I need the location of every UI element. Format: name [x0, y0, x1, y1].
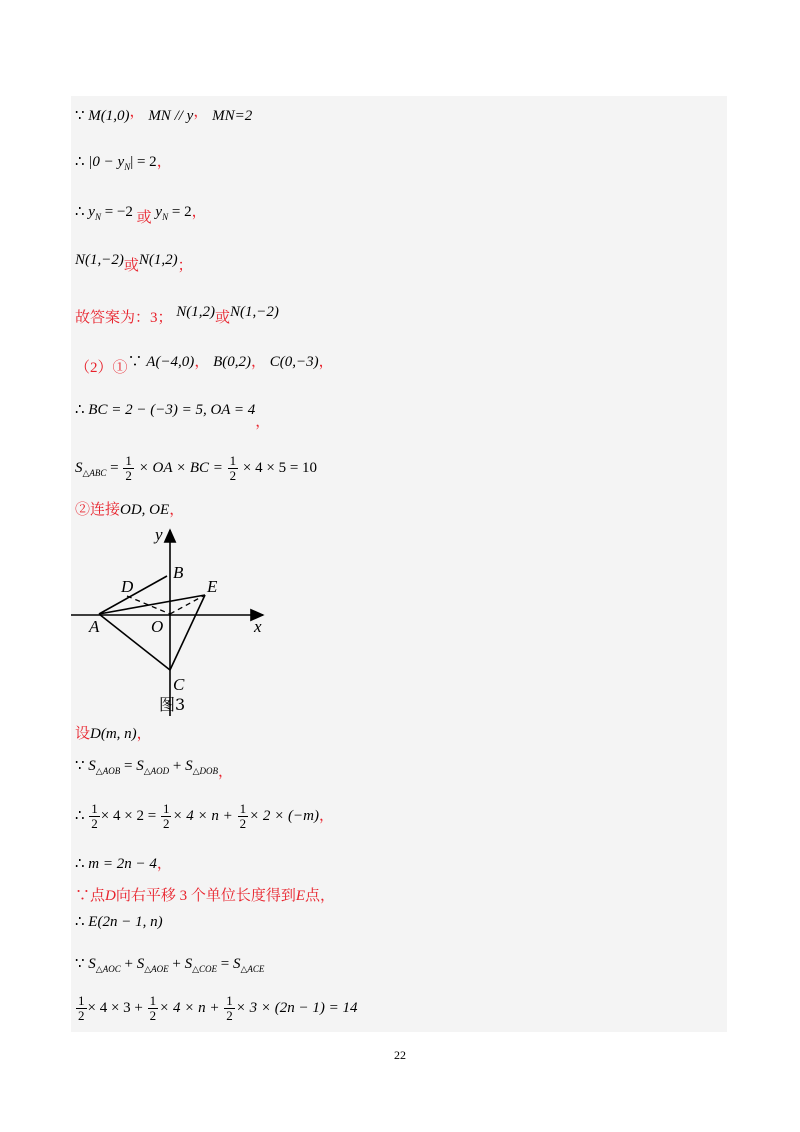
subscript: N — [94, 212, 101, 222]
line-6 — [75, 350, 334, 376]
page-number: 22 — [394, 1048, 406, 1062]
line-5 — [75, 300, 279, 326]
subscript: △ABC — [82, 467, 107, 478]
because-symbol: ∵ — [75, 108, 85, 124]
connect-label: ②连接 — [75, 502, 121, 518]
numerator: 1 — [91, 801, 98, 816]
fraction-half — [238, 802, 249, 831]
or-word: 或 — [123, 258, 139, 274]
comma: ， — [136, 726, 152, 742]
denominator: 2 — [162, 816, 170, 831]
point-a-label: A — [89, 617, 100, 636]
point-d: D(m, n) — [90, 726, 137, 742]
subscript: △AOC — [95, 964, 121, 974]
subscript: N — [162, 212, 169, 222]
coordinate-figure — [71, 528, 281, 718]
numerator: 1 — [149, 993, 157, 1008]
comma: ， — [250, 354, 266, 370]
term: × 3 × (2n − 1) = 14 — [235, 999, 358, 1016]
line-15 — [75, 912, 163, 931]
solution-panel — [71, 96, 727, 1032]
fraction-half — [76, 994, 87, 1023]
numerator: 1 — [239, 801, 247, 816]
area-symbol: S — [88, 956, 96, 972]
comma: ， — [319, 807, 335, 824]
line-4 — [75, 248, 193, 274]
denominator: 2 — [149, 1008, 157, 1023]
point-n2: N(1,−2) — [230, 304, 279, 320]
line-7 — [75, 398, 271, 430]
comma: ， — [194, 354, 210, 370]
mn-length: MN=2 — [212, 108, 253, 124]
line-3 — [75, 200, 207, 226]
subscript: △AOD — [143, 766, 170, 776]
value: = −2 — [100, 204, 133, 220]
point-d-label: D — [121, 577, 134, 596]
subscript: △COE — [192, 964, 217, 974]
line-1 — [75, 104, 252, 125]
plus: + — [168, 956, 185, 972]
point-d: D — [105, 888, 116, 904]
fraction-half — [89, 802, 100, 831]
therefore-symbol: ∴ — [75, 204, 85, 220]
because-symbol: ∵ — [127, 354, 143, 370]
bc-oa-expression: BC = 2 − (−3) = 5, OA = 4 — [88, 402, 256, 418]
line-9 — [75, 498, 184, 519]
fraction-half — [148, 994, 159, 1023]
comma: ， — [191, 204, 207, 220]
text-segment: 向右平移 3 个单位长度得到 — [115, 888, 296, 904]
term: × 4 × n + — [159, 999, 224, 1016]
line-14 — [75, 884, 335, 905]
numerator: 1 — [229, 453, 237, 468]
or-word: 或 — [136, 210, 152, 226]
point-e-label: E — [207, 577, 218, 596]
comma: ， — [193, 104, 209, 120]
subscript: △AOB — [95, 766, 121, 776]
line-12 — [75, 802, 334, 831]
therefore-symbol: ∴ — [75, 402, 85, 418]
subscript: △ACE — [240, 964, 265, 974]
point-n1: N(1,2) — [176, 304, 216, 320]
point-e-expression: E(2n − 1, n) — [88, 914, 163, 930]
y-n: y — [155, 204, 163, 220]
comma: ， — [218, 764, 234, 780]
y-n: y — [88, 204, 95, 220]
text-segment: 点， — [305, 888, 336, 904]
point-n2: N(1,2) — [138, 252, 178, 268]
area-symbol: S — [184, 956, 193, 972]
figure-caption: 图3 — [159, 695, 186, 714]
subscript: △DOB — [192, 766, 218, 776]
numerator: 1 — [226, 993, 233, 1008]
expression-mid: × OA × BC = — [138, 459, 227, 476]
numerator: 1 — [78, 993, 85, 1008]
denominator: 2 — [125, 468, 132, 483]
numerator: 1 — [162, 801, 170, 816]
denominator: 2 — [78, 1008, 85, 1023]
point-n1: N(1,−2) — [75, 252, 124, 268]
point-b: B(0,2) — [213, 354, 251, 370]
term: × 4 × 3 + — [87, 999, 147, 1016]
line-2 — [75, 150, 172, 171]
origin-label: O — [151, 617, 164, 636]
area-symbol: S — [232, 956, 241, 972]
therefore-symbol: ∴ — [75, 807, 85, 824]
comma: ， — [169, 502, 185, 518]
mn-parallel-y: MN // y — [148, 108, 194, 124]
comma: ， — [129, 104, 145, 120]
fraction-half — [161, 802, 172, 831]
plus: + — [120, 956, 137, 972]
answer-label: 故答案为：3； — [75, 310, 173, 326]
area-symbol: S — [75, 459, 83, 476]
denominator: 2 — [226, 1008, 233, 1023]
equals: = — [217, 956, 233, 972]
comma: ， — [255, 414, 271, 430]
text-segment: ∵点 — [75, 888, 106, 904]
denominator: 2 — [239, 816, 247, 831]
line-10 — [75, 722, 152, 743]
comma: ， — [156, 856, 172, 872]
line-16 — [75, 954, 264, 973]
point-e: E — [295, 888, 306, 904]
term: × 4 × 2 = — [100, 807, 160, 824]
therefore-symbol: ∴ — [75, 154, 85, 170]
area-symbol: S — [88, 758, 96, 774]
line-8 — [75, 454, 317, 483]
x-axis-label: x — [254, 617, 262, 636]
term: × 2 × (−m) — [249, 807, 320, 824]
expression-tail: × 4 × 5 = 10 — [242, 459, 318, 476]
because-symbol: ∵ — [75, 758, 85, 774]
segment-ce — [170, 595, 205, 670]
subscript: △AOE — [144, 964, 169, 974]
because-symbol: ∵ — [75, 956, 85, 972]
m-expression: m = 2n − 4 — [88, 856, 157, 872]
set-word: 设 — [75, 726, 91, 742]
therefore-symbol: ∴ — [75, 856, 85, 872]
denominator: 2 — [229, 468, 237, 483]
or-word: 或 — [215, 310, 231, 326]
abs-expression: |0 − y — [88, 154, 125, 170]
part-label: （2）① — [75, 360, 128, 376]
point-b-label: B — [173, 563, 184, 582]
line-13 — [75, 852, 172, 873]
fraction-half — [123, 454, 134, 483]
y-axis-label: y — [155, 528, 163, 544]
area-symbol: S — [136, 956, 145, 972]
term: × 4 × n + — [172, 807, 237, 824]
line-11 — [75, 754, 234, 780]
plus: + — [169, 758, 186, 774]
point-c: C(0,−3) — [269, 354, 319, 370]
numerator: 1 — [125, 453, 132, 468]
abs-rhs: | = 2 — [130, 154, 157, 170]
therefore-symbol: ∴ — [75, 914, 85, 930]
comma: ， — [318, 354, 334, 370]
semicolon: ； — [177, 258, 193, 274]
area-symbol: S — [185, 758, 193, 774]
fraction-half — [228, 454, 239, 483]
point-m: M(1,0) — [88, 108, 130, 124]
point-a: A(−4,0) — [146, 354, 195, 370]
subscript: N — [124, 162, 131, 172]
point-c-label: C — [173, 675, 185, 694]
comma: ， — [156, 154, 172, 170]
area-symbol: S — [136, 758, 144, 774]
equals: = — [120, 758, 137, 774]
equals: = — [106, 459, 123, 476]
line-17 — [75, 994, 358, 1023]
segments: OD, OE — [120, 502, 170, 518]
value: = 2 — [168, 204, 192, 220]
fraction-half — [224, 994, 235, 1023]
denominator: 2 — [91, 816, 98, 831]
